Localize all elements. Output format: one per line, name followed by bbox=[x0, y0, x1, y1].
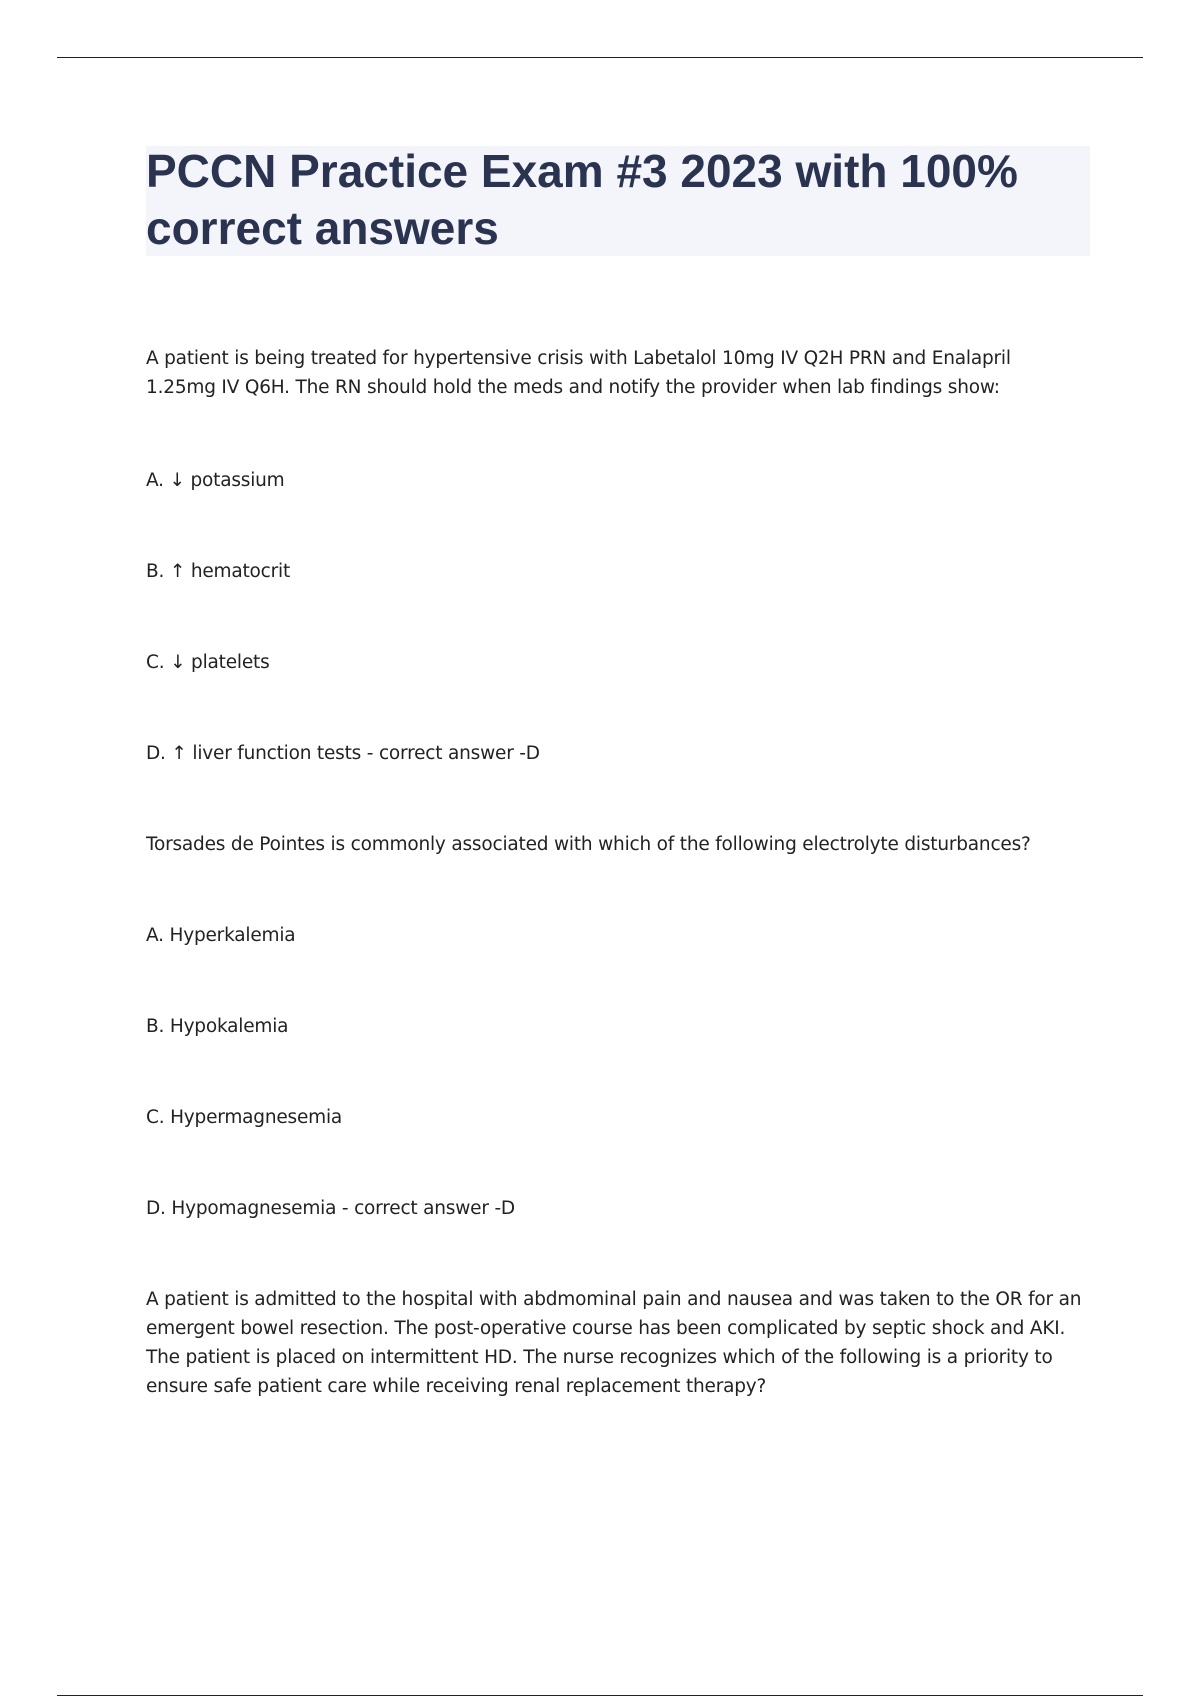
question-3-text: A patient is admitted to the hospital with abdmominal pain and nausea and was taken to the OR for an emergent bowel resection. The post-operative course has been complicated by septic shock and AKI. The patient is placed on intermittent HD. The nurse recognizes which of the following is a priority to ensure safe patient care while receiving renal replacement therapy? bbox=[146, 1289, 1082, 1397]
question-2-option-c: C. Hypermagnesemia bbox=[146, 1107, 343, 1128]
question-1-option-a: A. ↓ potassium bbox=[146, 470, 285, 491]
top-divider bbox=[57, 57, 1143, 58]
question-1-option-d: D. ↑ liver function tests - correct answer -D bbox=[146, 743, 540, 764]
question-1-text: A patient is being treated for hypertensive crisis with Labetalol 10mg IV Q2H PRN and Enalapril 1.25mg IV Q6H. The RN should hold the meds and notify the provider when lab findings show: bbox=[146, 348, 1011, 398]
bottom-divider bbox=[57, 1695, 1143, 1696]
question-1-option-b: B. ↑ hematocrit bbox=[146, 561, 291, 582]
page-title: PCCN Practice Exam #3 2023 with 100% correct answers bbox=[146, 145, 1018, 254]
question-1-option-c: C. ↓ platelets bbox=[146, 652, 270, 673]
question-2-option-a: A. Hyperkalemia bbox=[146, 925, 296, 946]
question-2-text: Torsades de Pointes is commonly associated with which of the following electrolyte disturbances? bbox=[146, 834, 1031, 855]
question-2-option-d: D. Hypomagnesemia - correct answer -D bbox=[146, 1198, 515, 1219]
question-2-option-b: B. Hypokalemia bbox=[146, 1016, 289, 1037]
